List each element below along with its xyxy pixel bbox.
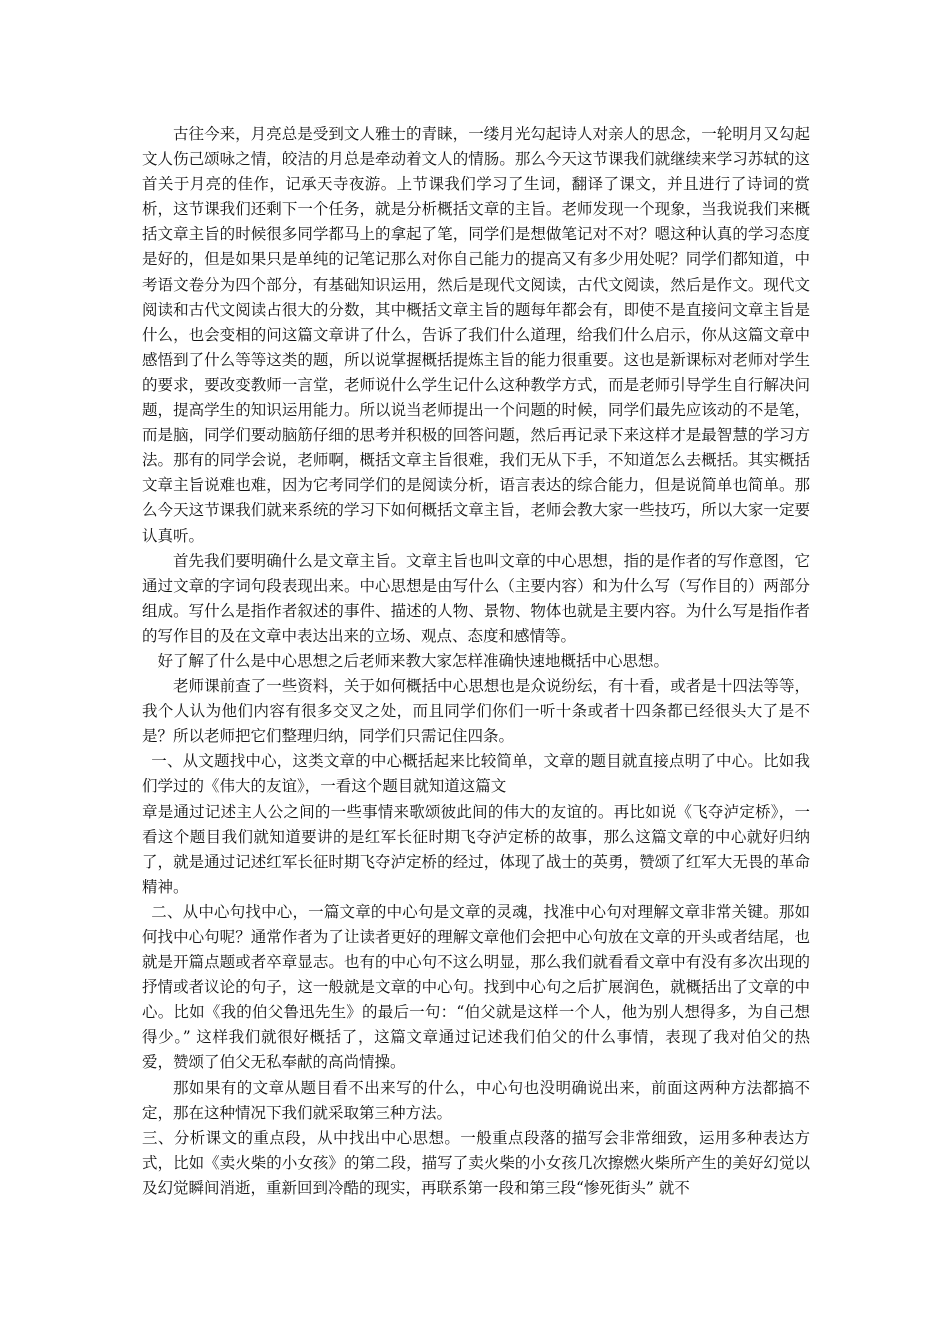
document-page	[142, 122, 810, 1322]
method-one-continuation: 章是通过记述主人公之间的一些事情来歌颂彼此间的伟大的友谊的。再比如说《飞夺泸定桥》，一看这个题目我们就知道要讲的是红军长征时期飞夺泸定桥的故事，那么这篇文章的中心就好归纳了，就是通过记述红军长征时期飞夺泸定桥的经过，体现了战士的英勇，赞颂了红军大无畏的革命精神。	[142, 802, 810, 896]
method-one-paragraph: 一、从文题找中心，这类文章的中心概括起来比较简单，文章的题目就直接点明了中心。比如我们学过的《伟大的友谊》，一看这个题目就知道这篇文	[142, 752, 810, 796]
method-two-paragraph: 二、从中心句找中心，一篇文章的中心句是文章的灵魂，找准中心句对理解文章非常关键。那如何找中心句呢？通常作者为了让读者更好的理解文章他们会把中心句放在文章的开头或者结尾，也就是开篇点题或者卒章显志。也有的中心句不这么明显，那么我们就看看文章中有没有多次出现的抒情或者议论的句子，这一般就是文章的中心句。找到中心句之后扩展润色，就概括出了文章的中心。比如《我的伯父鲁迅先生》的最后一句：“伯父就是这样一个人，他为别人想得多，为自己想得少。” 这样我们就很好概括了，这篇文章通过记述我们伯父的什么事情，表现了我对伯父的热爱，赞颂了伯父无私奉献的高尚情操。	[142, 902, 810, 1072]
intro-paragraph: 古往今来，月亮总是受到文人雅士的青睐，一缕月光勾起诗人对亲人的思念，一轮明月又勾起文人伤己颂咏之情，皎洁的月总是牵动着文人的情肠。那么今天这节课我们就继续来学习苏轼的这首关于月亮的佳作，记承天寺夜游。上节课我们学习了生词，翻译了课文，并且进行了诗词的赏析，这节课我们还剩下一个任务，就是分析概括文章的主旨。老师发现一个现象，当我说我们来概括文章主旨的时候很多同学都马上的拿起了笔，同学们是想做笔记对不对？嗯这种认真的学习态度是好的，但是如果只是单纯的记笔记那么对你自己能力的提高又有多少用处呢？同学们都知道，中考语文卷分为四个部分，有基础知识运用，然后是现代文阅读，古代文阅读，然后是作文。现代文阅读和古代文阅读占很大的分数，其中概括文章主旨的题每年都会有，即使不是直接问文章主旨是什么，也会变相的问这篇文章讲了什么，告诉了我们什么道理，给我们什么启示，你从这篇文章中感悟到了什么等等这类的题，所以说掌握概括提炼主旨的能力很重要。这也是新课标对老师对学生的要求，要改变教师一言堂，老师说什么学生记什么这种教学方式，而是老师引导学生自行解决问题，提高学生的知识运用能力。所以说当老师提出一个问题的时候，同学们最先应该动的不是笔，而是脑，同学们要动脑筋仔细的思考并积极的回答问题，然后再记录下来这样才是最智慧的学习方法。那有的同学会说，老师啊，概括文章主旨很难，我们无从下手，不知道怎么去概括。其实概括文章主旨说难也难，因为它考同学们的是阅读分析，语言表达的综合能力，但是说简单也简单。那么今天这节课我们就来系统的学习下如何概括文章主旨，老师会教大家一些技巧，所以大家一定要认真听。	[142, 125, 810, 545]
transition-paragraph: 好了解了什么是中心思想之后老师来教大家怎样准确快速地概括中心思想。	[157, 651, 670, 670]
definition-paragraph: 首先我们要明确什么是文章主旨。文章主旨也叫文章的中心思想，指的是作者的写作意图，它通过文章的字词句段表现出来。中心思想是由写什么（主要内容）和为什么写（写作目的）两部分组成。写什么是指作者叙述的事件、描述的人物、景物、物体也就是主要内容。为什么写是指作者的写作目的及在文章中表达出来的立场、观点、态度和感情等。	[142, 551, 810, 645]
summary-paragraph: 老师课前查了一些资料，关于如何概括中心思想也是众说纷纭，有十看，或者是十四法等等，我个人认为他们内容有很多交叉之处，而且同学们你们一听十条或者十四条都已经很头大了是不是？所以老师把它们整理归纳，同学们只需记住四条。	[142, 677, 810, 746]
bridge-paragraph: 那如果有的文章从题目看不出来写的什么，中心句也没明确说出来，前面这两种方法都搞不定，那在这种情况下我们就采取第三种方法。	[142, 1078, 810, 1122]
method-three-paragraph: 三、分析课文的重点段，从中找出中心思想。一般重点段落的描写会非常细致，运用多种表达方式，比如《卖火柴的小女孩》的第二段，描写了卖火柴的小女孩几次擦燃火柴所产生的美好幻觉以及幻觉瞬间消逝，重新回到冷酷的现实，再联系第一段和第三段“惨死街头” 就不	[142, 1128, 810, 1197]
